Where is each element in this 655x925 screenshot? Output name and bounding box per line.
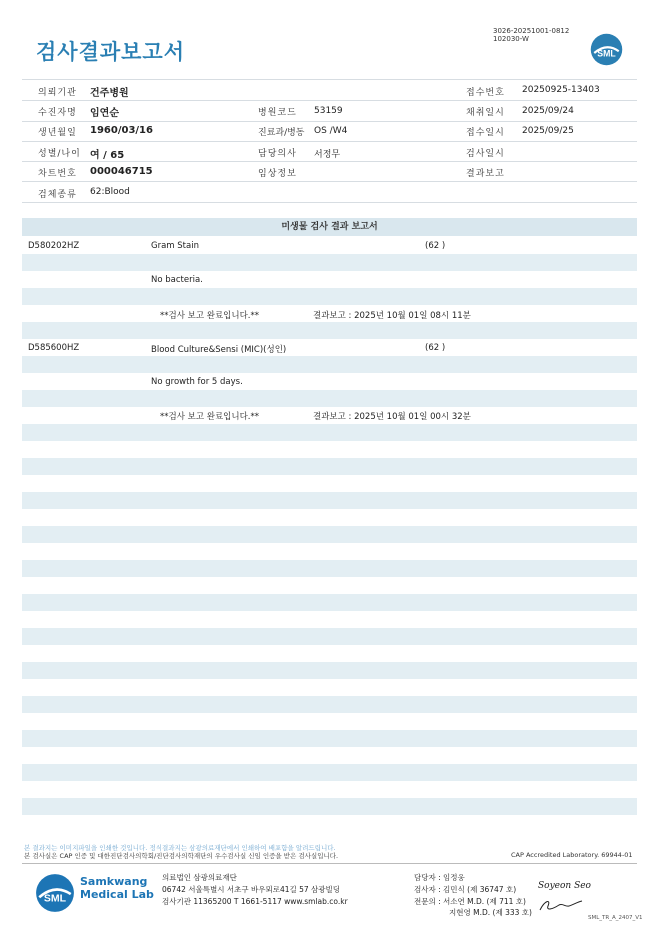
- institution-value: 건주병원: [90, 88, 129, 99]
- info-row-divider: [22, 121, 637, 122]
- stripe-row: [22, 356, 637, 373]
- specimen-type-value: 62:Blood: [90, 187, 130, 197]
- stripe-row: [22, 628, 637, 645]
- test-result: No growth for 5 days.: [151, 377, 243, 387]
- cap-accreditation: CAP Accredited Laboratory. 69944-01: [511, 851, 633, 859]
- lab-name-line1: Samkwang: [80, 875, 148, 888]
- test-report-time: 결과보고 : 2025년 10월 01일 00시 32분: [313, 412, 471, 422]
- receipt-date-value: 2025/09/25: [522, 126, 574, 136]
- sex-age-value: 여 / 65: [90, 150, 125, 161]
- test-specimen-code: (62 ): [425, 241, 446, 251]
- stripe-row: [22, 764, 637, 781]
- test-report-time: 결과보고 : 2025년 10월 01일 08시 11분: [313, 311, 471, 321]
- test-name: Blood Culture&Sensi (MIC)(성인): [151, 345, 287, 355]
- doctor-label: 담당의사: [258, 149, 297, 159]
- test-code: D580202HZ: [28, 241, 80, 251]
- chart-number-value: 000046715: [90, 166, 153, 177]
- birth-date-label: 생년월일: [38, 128, 77, 138]
- institution-label: 의뢰기관: [38, 88, 77, 98]
- footer-divider: [22, 863, 637, 864]
- patient-name-label: 수진자명: [38, 108, 77, 118]
- test-name: Gram Stain: [151, 241, 199, 251]
- stripe-row: [22, 424, 637, 441]
- lab-name: [80, 875, 154, 901]
- info-row-divider: [22, 202, 637, 203]
- tester: 검사자 : 김민식 (제 36747 호): [414, 885, 517, 894]
- test-status: **검사 보고 완료입니다.**: [160, 311, 260, 321]
- test-specimen-code: (62 ): [425, 343, 446, 353]
- exam-date-label: 검사일시: [466, 149, 505, 159]
- document-subnumber: 102030-W: [493, 35, 529, 43]
- specialist-1: 전문의 : 서소연 M.D. (제 711 호): [414, 897, 526, 906]
- result-report-label: 결과보고: [466, 169, 505, 179]
- info-row-divider: [22, 181, 637, 182]
- department-label: 진료과/병동: [258, 128, 305, 138]
- test-code: D585600HZ: [28, 343, 80, 353]
- receipt-number-label: 접수번호: [466, 88, 505, 98]
- stripe-row: [22, 730, 637, 747]
- clinical-info-label: 임상정보: [258, 169, 297, 179]
- department-value: OS /W4: [314, 126, 348, 136]
- info-row-divider: [22, 100, 637, 101]
- sml-logo-text: SML: [597, 48, 616, 59]
- organization-name: 의료법인 삼광의료재단: [162, 873, 237, 882]
- info-row-divider: [22, 141, 637, 142]
- collection-date-value: 2025/09/24: [522, 106, 574, 116]
- form-code: SML_TR_A_2407_V1: [588, 915, 643, 921]
- receipt-number-value: 20250925-13403: [522, 85, 600, 95]
- stripe-row: [22, 458, 637, 475]
- specimen-type-label: 검체종류: [38, 190, 77, 200]
- sml-logo: [589, 32, 624, 67]
- organization-contact: 검사기관 11365200 T 1661-5117 www.smlab.co.kr: [162, 897, 348, 906]
- results-section-header: 미생물 검사 결과 보고서: [22, 218, 637, 236]
- test-result: No bacteria.: [151, 275, 203, 285]
- sex-age-label: 성별/나이: [38, 149, 81, 159]
- samkwang-logo: [34, 872, 76, 914]
- person-in-charge: 담당자 : 임정웅: [414, 873, 465, 882]
- report-title: 검사결과보고서: [36, 40, 186, 64]
- info-row-divider: [22, 161, 637, 162]
- doctor-value: 서정무: [314, 150, 341, 160]
- birth-date-value: 1960/03/16: [90, 125, 153, 136]
- hospital-code-value: 53159: [314, 106, 343, 116]
- receipt-date-label: 접수일시: [466, 128, 505, 138]
- signature-drawing: [537, 895, 585, 915]
- hospital-code-label: 병원코드: [258, 108, 297, 118]
- organization-address: 06742 서울특별시 서초구 바우뫼로41길 57 삼광빌딩: [162, 885, 341, 894]
- stripe-row: [22, 560, 637, 577]
- lab-name-line2: Medical Lab: [80, 888, 154, 901]
- stripe-row: [22, 594, 637, 611]
- image-print-notice: 본 결과지는 이미지파일을 인쇄한 것입니다. 정식결과지는 삼광의료재단에서 인쇄하여 배포함을 알려드립니다.: [24, 844, 336, 852]
- patient-name-value: 임연순: [90, 108, 119, 119]
- stripe-row: [22, 390, 637, 407]
- stripe-row: [22, 288, 637, 305]
- signature: Soyeon Seo: [538, 881, 591, 891]
- samkwang-logo-text: SML: [43, 892, 67, 905]
- chart-number-label: 차트번호: [38, 169, 77, 179]
- certification-notice: 본 검사실은 CAP 인증 및 대한진단검사의학회/진단검사의학재단의 우수검사실 신임 인증을 받은 검사실입니다.: [24, 852, 339, 860]
- stripe-row: [22, 526, 637, 543]
- stripe-row: [22, 254, 637, 271]
- stripe-row: [22, 798, 637, 815]
- stripe-row: [22, 492, 637, 509]
- stripe-row: [22, 322, 637, 339]
- specialist-2: 지현영 M.D. (제 333 호): [449, 908, 532, 917]
- document-number: 3026-20251001-0812: [493, 27, 570, 35]
- stripe-row: [22, 662, 637, 679]
- stripe-row: [22, 696, 637, 713]
- info-row-divider: [22, 79, 637, 80]
- collection-date-label: 채취일시: [466, 108, 505, 118]
- test-status: **검사 보고 완료입니다.**: [160, 412, 260, 422]
